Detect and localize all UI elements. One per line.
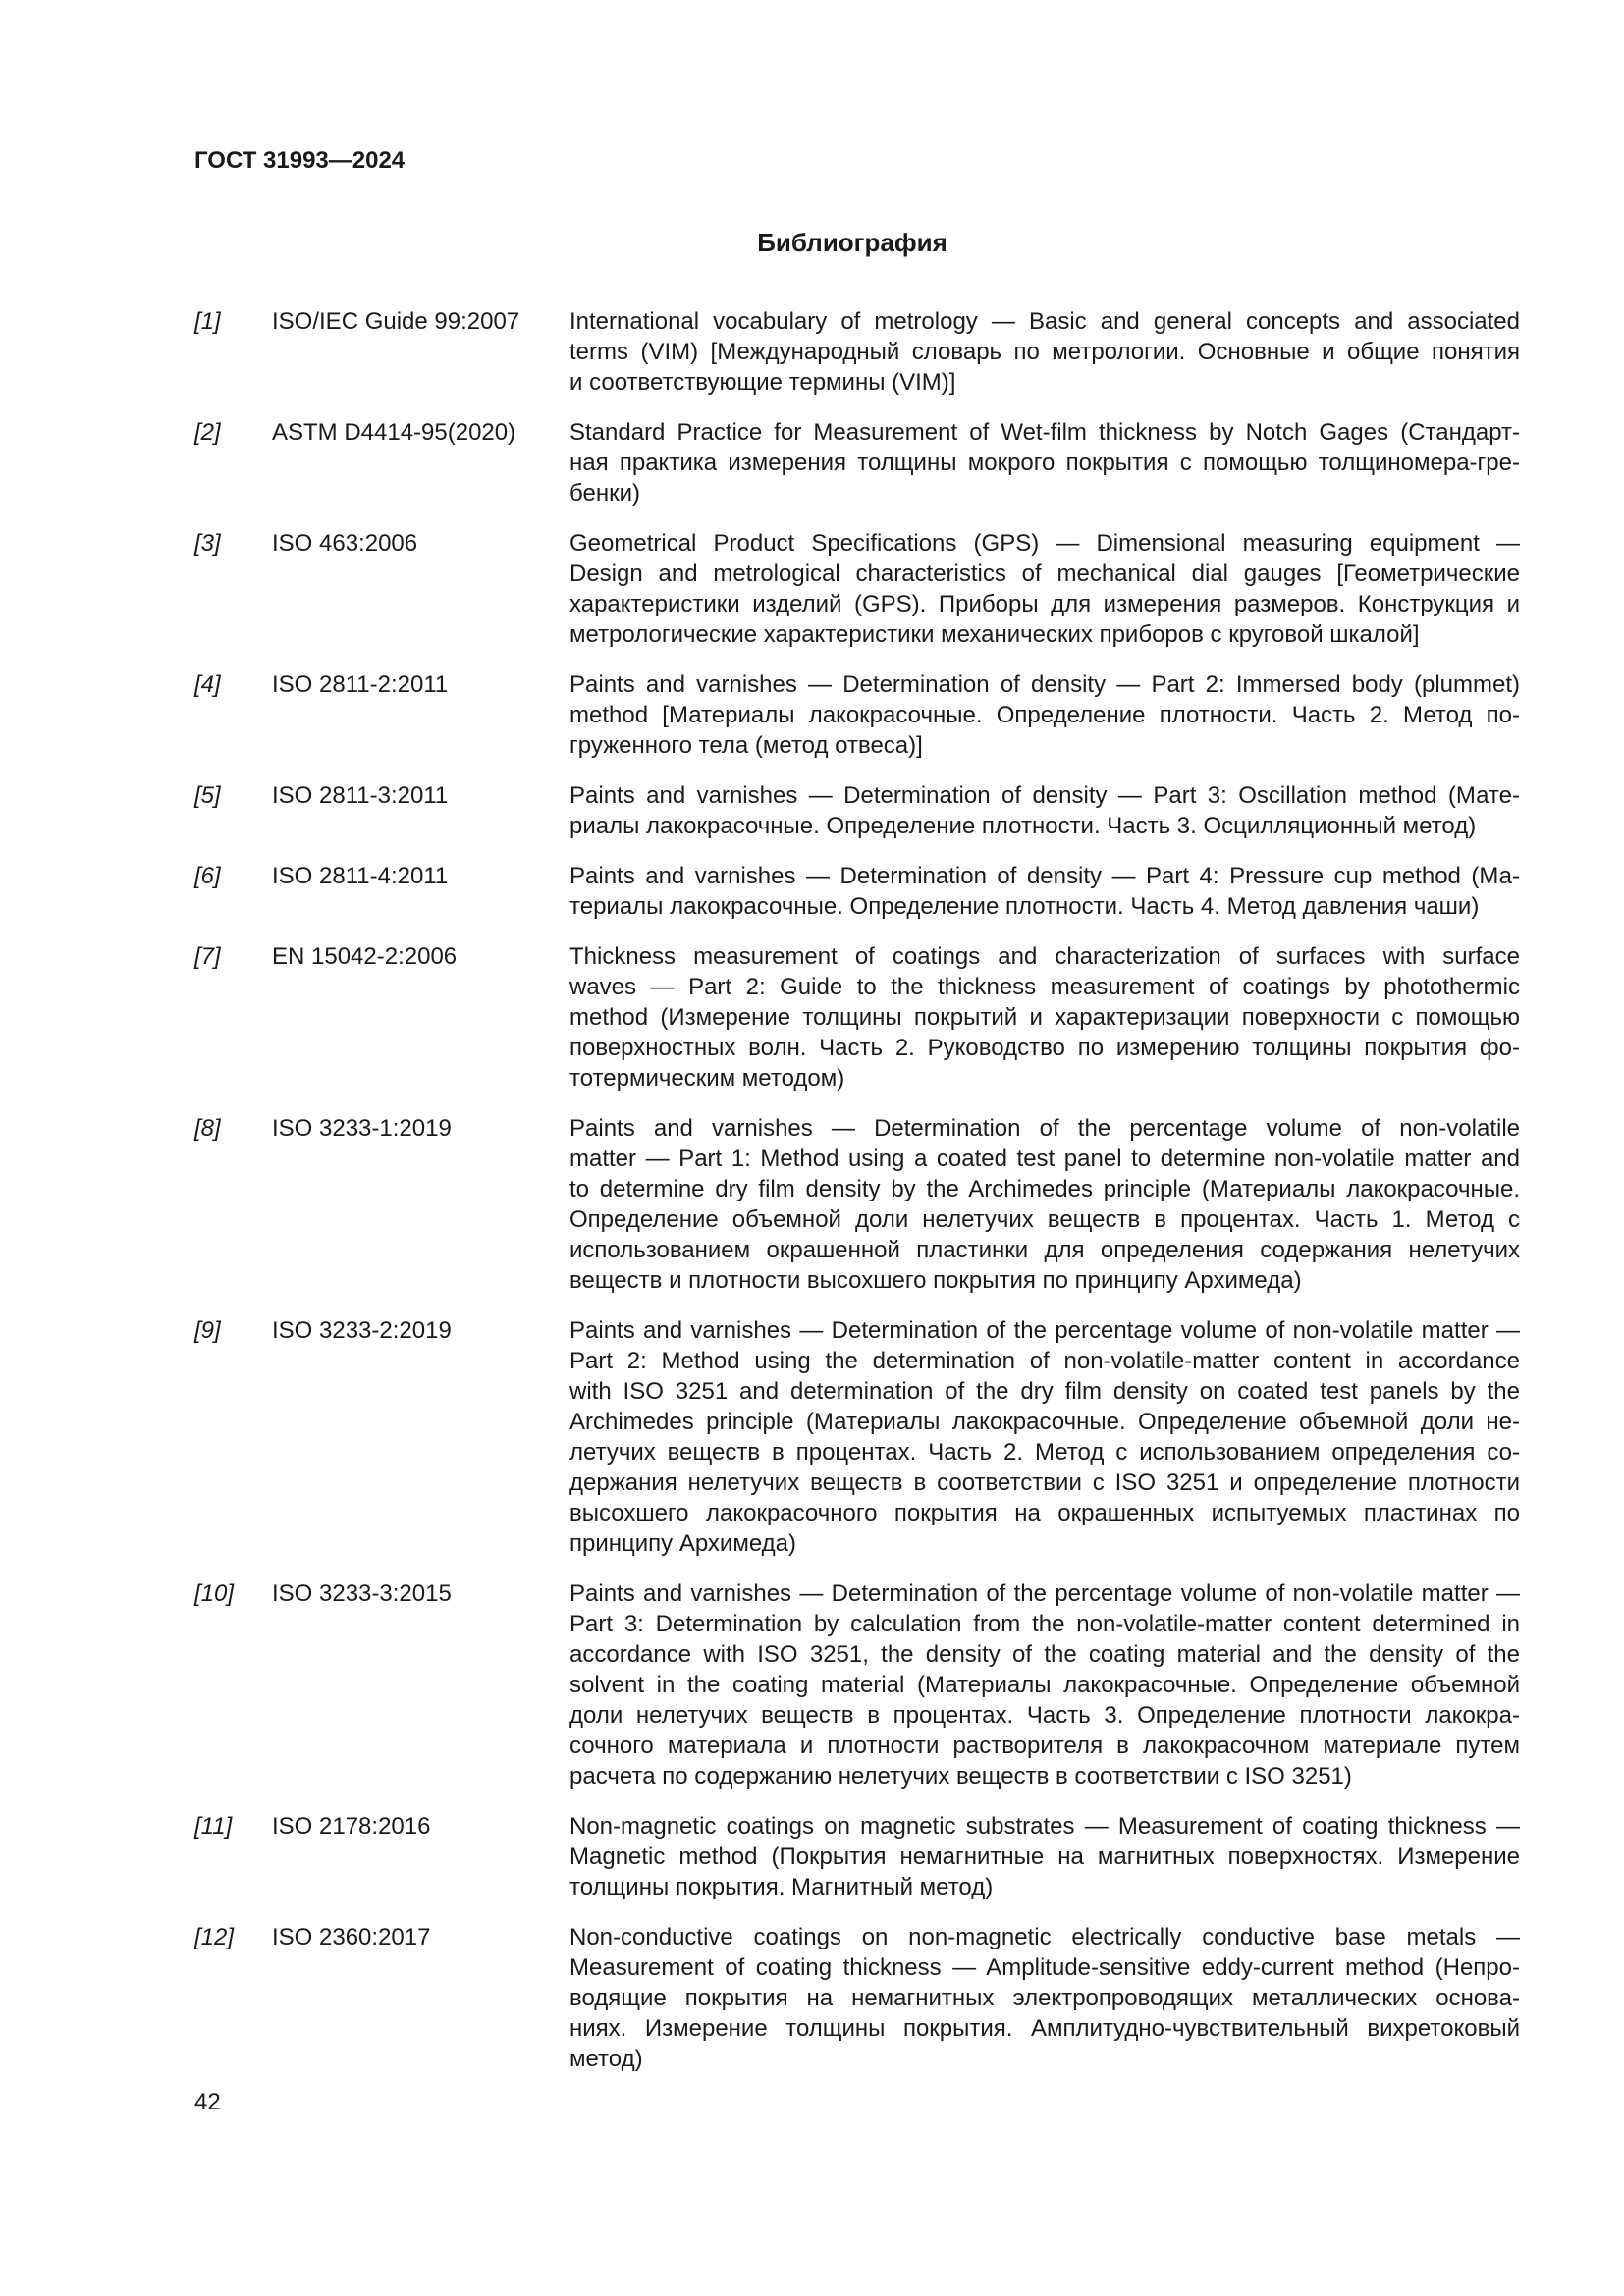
entry-standard-code: ISO 3233-2:2019 <box>272 1317 452 1344</box>
entry-standard-code: ISO 2811-3:2011 <box>272 782 449 809</box>
description-line: ная практика измерения толщины мокрого покрытия с помощью толщиномера-гре- <box>569 450 1520 476</box>
entry-description <box>569 669 1520 761</box>
entry-standard-code: ISO 3233-3:2015 <box>272 1580 452 1607</box>
entry-number: [11] <box>194 1813 233 1840</box>
description-line: тотермическим методом) <box>569 1065 845 1092</box>
entry-description <box>569 1113 1520 1296</box>
description-line: териалы лакокрасочные. Определение плотности. Часть 4. Метод давления чаши) <box>569 893 1480 920</box>
entry-standard-code: ASTM D4414-95(2020) <box>272 419 516 446</box>
entry-standard-code: EN 15042-2:2006 <box>272 943 458 970</box>
description-line: бенки) <box>569 480 640 507</box>
description-line: принципу Архимеда) <box>569 1530 796 1557</box>
description-line: расчета по содержанию нелетучих веществ в соответствии с ISO 3251) <box>569 1763 1352 1789</box>
entry-number: [2] <box>194 419 221 446</box>
entry-standard-code: ISO/IEC Guide 99:2007 <box>272 308 520 335</box>
entry-description <box>569 1811 1520 1902</box>
description-line: и соответствующие термины (VIM)] <box>569 369 956 396</box>
entry-description <box>569 417 1520 508</box>
bibliography-entry <box>194 941 1520 1094</box>
bibliography-entry <box>194 1113 1520 1296</box>
page-number: 42 <box>194 2089 221 2115</box>
bibliography-entry <box>194 780 1520 841</box>
entry-standard-code: ISO 2360:2017 <box>272 1924 431 1950</box>
description-line: Part 3: Determination by calculation from the non-volatile-matter content determined in <box>569 1611 1520 1637</box>
description-line: Design and metrological characteristics of mechanical dial gauges [Геометрические <box>569 561 1520 587</box>
entry-standard-code: ISO 2811-2:2011 <box>272 671 449 698</box>
bibliography-entry <box>194 528 1520 650</box>
entry-number: [1] <box>194 308 221 335</box>
description-line: метод) <box>569 2046 643 2072</box>
description-line: высохшего лакокрасочного покрытия на окрашенных испытуемых пластинах по <box>569 1500 1520 1526</box>
bibliography-entry <box>194 1922 1520 2074</box>
description-line: with ISO 3251 and determination of the dry film density on coated test panels by the <box>569 1378 1520 1405</box>
description-line: Paints and varnishes — Determination of density — Part 4: Pressure cup method (Ма- <box>569 863 1520 889</box>
description-line: Non-magnetic coatings on magnetic substrates — Measurement of coating thickness — <box>569 1813 1520 1840</box>
entry-standard-code: ISO 463:2006 <box>272 530 418 557</box>
page-title: Библиография <box>757 228 947 257</box>
entry-number: [10] <box>194 1580 235 1607</box>
description-line: характеристики изделий (GPS). Приборы для измерения размеров. Конструкция и <box>569 591 1520 617</box>
description-line: ниях. Измерение толщины покрытия. Амплитудно-чувствительный вихретоковый <box>569 2015 1520 2042</box>
entry-number: [12] <box>194 1924 235 1950</box>
entry-standard-code: ISO 2811-4:2011 <box>272 863 449 889</box>
bibliography-entry <box>194 1811 1520 1902</box>
description-line: solvent in the coating material (Материалы лакокрасочные. Определение объемной <box>569 1672 1520 1698</box>
entry-description <box>569 1922 1520 2074</box>
description-line: accordance with ISO 3251, the density of the coating material and the density of the <box>569 1641 1520 1668</box>
entry-number: [3] <box>194 530 221 557</box>
entry-number: [6] <box>194 863 221 889</box>
description-line: Standard Practice for Measurement of Wet-film thickness by Notch Gages (Стандарт- <box>569 419 1520 446</box>
description-line: method [Материалы лакокрасочные. Определение плотности. Часть 2. Метод по- <box>569 702 1520 728</box>
description-line: matter — Part 1: Method using a coated test panel to determine non-volatile matter and <box>569 1146 1520 1172</box>
description-line: Magnetic method (Покрытия немагнитные на магнитных поверхностях. Измерение <box>569 1843 1520 1870</box>
description-line: поверхностных волн. Часть 2. Руководство по измерению толщины покрытия фо- <box>569 1035 1520 1061</box>
description-line: International vocabulary of metrology — Basic and general concepts and associated <box>569 308 1520 335</box>
description-line: риалы лакокрасочные. Определение плотности. Часть 3. Осцилляционный метод) <box>569 813 1477 839</box>
description-line: толщины покрытия. Магнитный метод) <box>569 1874 994 1900</box>
description-line: веществ и плотности высохшего покрытия по принципу Архимеда) <box>569 1267 1302 1294</box>
description-line: Thickness measurement of coatings and characterization of surfaces with surface <box>569 943 1520 970</box>
description-line: method (Измерение толщины покрытий и характеризации поверхности с помощью <box>569 1004 1520 1031</box>
description-line: метрологические характеристики механических приборов с круговой шкалой] <box>569 621 1420 648</box>
bibliography-entry <box>194 306 1520 398</box>
description-line: Non-conductive coatings on non-magnetic electrically conductive base metals — <box>569 1924 1520 1950</box>
bibliography-entry <box>194 1578 1520 1791</box>
document-code: ГОСТ 31993—2024 <box>194 147 406 174</box>
description-line: Part 2: Method using the determination of non-volatile-matter content in accordance <box>569 1348 1520 1374</box>
description-line: Определение объемной доли нелетучих веществ в процентах. Часть 1. Метод с <box>569 1206 1520 1233</box>
entry-description <box>569 861 1520 922</box>
entry-number: [7] <box>194 943 221 970</box>
description-line: Archimedes principle (Материалы лакокрасочные. Определение объемной доли не- <box>569 1409 1520 1435</box>
bibliography-entry <box>194 417 1520 508</box>
entry-number: [9] <box>194 1317 221 1344</box>
entry-number: [5] <box>194 782 221 809</box>
description-line: водящие покрытия на немагнитных электропроводящих металлических основа- <box>569 1985 1520 2011</box>
entry-number: [8] <box>194 1115 221 1142</box>
entry-description <box>569 780 1520 841</box>
description-line: Paints and varnishes — Determination of density — Part 2: Immersed body (plummet) <box>569 671 1520 698</box>
description-line: сочного материала и плотности растворителя в лакокрасочном материале путем <box>569 1733 1520 1759</box>
entry-description <box>569 1315 1520 1559</box>
description-line: держания нелетучих веществ в соответствии с ISO 3251 и определение плотности <box>569 1469 1520 1496</box>
description-line: груженного тела (метод отвеса)] <box>569 732 923 759</box>
bibliography-entry <box>194 669 1520 761</box>
entry-standard-code: ISO 2178:2016 <box>272 1813 431 1840</box>
description-line: Measurement of coating thickness — Amplitude-sensitive eddy-current method (Непро- <box>569 1954 1520 1981</box>
entry-number: [4] <box>194 671 221 698</box>
description-line: Paints and varnishes — Determination of the percentage volume of non-volatile matter — <box>569 1580 1520 1607</box>
entry-standard-code: ISO 3233-1:2019 <box>272 1115 452 1142</box>
description-line: Paints and varnishes — Determination of the percentage volume of non-volatile <box>569 1115 1520 1142</box>
entry-description <box>569 528 1520 650</box>
entry-description <box>569 306 1520 398</box>
description-line: terms (VIM) [Международный словарь по метрологии. Основные и общие понятия <box>569 339 1520 365</box>
bibliography-entry <box>194 1315 1520 1559</box>
entry-description <box>569 1578 1520 1791</box>
description-line: Paints and varnishes — Determination of the percentage volume of non-volatile matter — <box>569 1317 1520 1344</box>
entry-description <box>569 941 1520 1094</box>
description-line: to determine dry film density by the Archimedes principle (Материалы лакокрасочные. <box>569 1176 1520 1202</box>
description-line: Paints and varnishes — Determination of density — Part 3: Oscillation method (Мате- <box>569 782 1520 809</box>
description-line: доли нелетучих веществ в процентах. Часть 3. Определение плотности лакокра- <box>569 1702 1520 1729</box>
description-line: Geometrical Product Specifications (GPS) — Dimensional measuring equipment — <box>569 530 1520 557</box>
description-line: летучих веществ в процентах. Часть 2. Метод с использованием определения со- <box>569 1439 1520 1466</box>
description-line: waves — Part 2: Guide to the thickness measurement of coatings by photothermic <box>569 974 1520 1000</box>
bibliography-entry <box>194 861 1520 922</box>
description-line: использованием окрашенной пластинки для определения содержания нелетучих <box>569 1237 1520 1263</box>
bibliography-list <box>194 306 1520 2094</box>
